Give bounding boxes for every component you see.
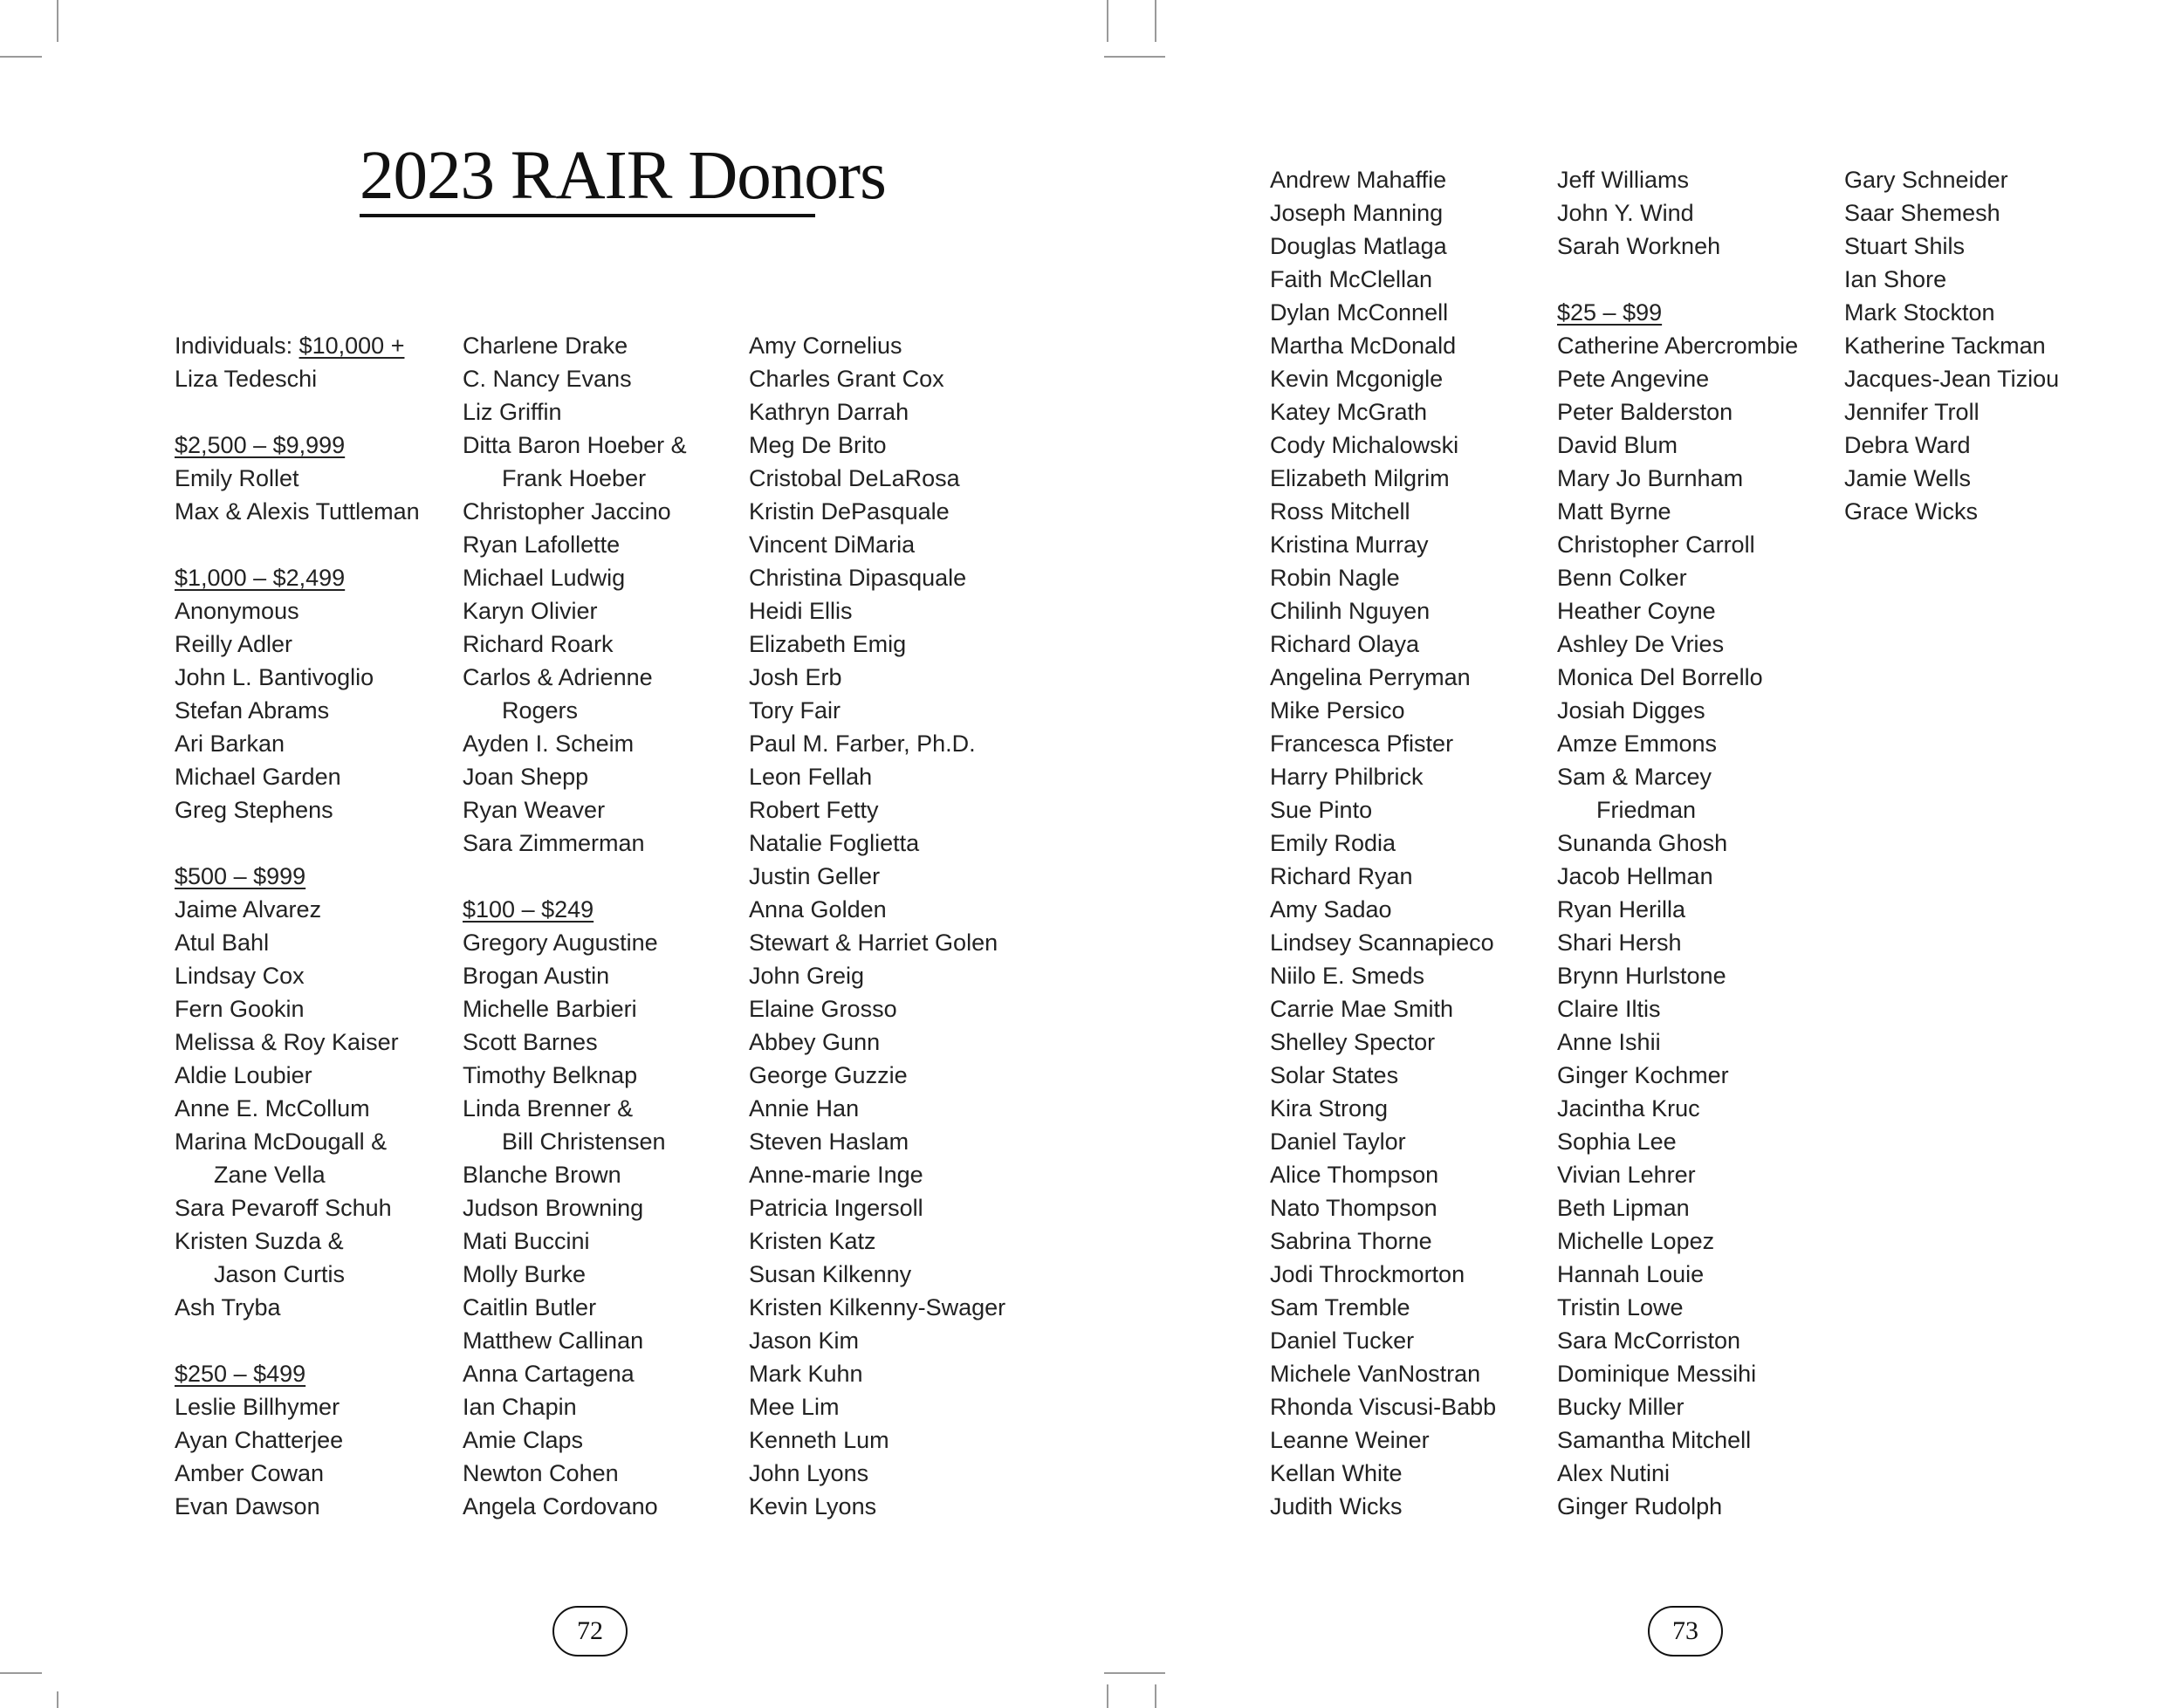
donor-name: Cody Michalowski <box>1270 432 1459 458</box>
crop-mark <box>57 1691 58 1708</box>
donor-name: Joseph Manning <box>1270 200 1444 226</box>
donor-name: Charlene Drake <box>463 333 628 359</box>
donor-name: Newton Cohen <box>463 1460 619 1486</box>
section-spacer <box>175 1324 463 1357</box>
donor-name: Andrew Mahaffie <box>1270 167 1447 193</box>
donor-name: Mary Jo Burnham <box>1557 465 1744 491</box>
donor-name: Justin Geller <box>749 863 881 889</box>
donor-name: Annie Han <box>749 1095 860 1122</box>
donor-column <box>1270 163 1558 1523</box>
donor-name: Jacintha Kruc <box>1557 1095 1700 1122</box>
donor-name: Jodi Throckmorton <box>1270 1261 1465 1287</box>
donor-name: Nato Thompson <box>1270 1195 1438 1221</box>
donor-name: Evan Dawson <box>175 1493 320 1519</box>
donor-name: Lindsey Scannapieco <box>1270 929 1494 956</box>
donor-column <box>749 329 1037 1523</box>
donor-name: Dylan McConnell <box>1270 299 1449 326</box>
donor-name: Sarah Workneh <box>1557 233 1721 259</box>
donor-name: Cristobal DeLaRosa <box>749 465 960 491</box>
donor-name: Francesca Pfister <box>1270 731 1454 757</box>
donor-name: Ash Tryba <box>175 1294 281 1320</box>
donor-name: Ryan Herilla <box>1557 896 1686 923</box>
donor-name: Judson Browning <box>463 1195 644 1221</box>
donor-name: Ditta Baron Hoeber & <box>463 432 687 458</box>
donor-name: Patricia Ingersoll <box>749 1195 923 1221</box>
donor-name: Lindsay Cox <box>175 963 305 989</box>
crop-mark <box>1155 0 1156 42</box>
donor-name: Ginger Rudolph <box>1557 1493 1723 1519</box>
donor-name: David Blum <box>1557 432 1678 458</box>
donation-tier-heading: $250 – $499 <box>175 1361 306 1387</box>
donor-name: Kira Strong <box>1270 1095 1389 1122</box>
donor-name: Rogers <box>502 697 579 724</box>
donor-name: Kristin DePasquale <box>749 498 950 525</box>
donor-name: Mark Stockton <box>1844 299 1995 326</box>
donor-name: Bill Christensen <box>502 1128 666 1155</box>
section-spacer <box>175 395 463 429</box>
section-spacer <box>175 827 463 860</box>
donor-name: Molly Burke <box>463 1261 587 1287</box>
donor-name: Amy Sadao <box>1270 896 1392 923</box>
donor-name: Brogan Austin <box>463 963 610 989</box>
donor-name: Josh Erb <box>749 664 842 690</box>
donor-name: Bucky Miller <box>1557 1394 1685 1420</box>
donor-name: Katey McGrath <box>1270 399 1428 425</box>
section-spacer <box>463 860 751 893</box>
donor-name: Kristen Kilkenny-Swager <box>749 1294 1006 1320</box>
donor-column <box>463 329 751 1523</box>
title-underline <box>360 214 815 217</box>
donor-name: Christina Dipasquale <box>749 565 967 591</box>
section-spacer <box>1557 263 1845 296</box>
donor-name: John Greig <box>749 963 865 989</box>
donor-name: Angelina Perryman <box>1270 664 1471 690</box>
crop-mark <box>57 0 58 42</box>
donor-name: Joan Shepp <box>463 764 589 790</box>
donor-name: Stuart Shils <box>1844 233 1966 259</box>
donor-name: Ian Shore <box>1844 266 1947 292</box>
donor-name: Sara Zimmerman <box>463 830 645 856</box>
donor-name: Timothy Belknap <box>463 1062 638 1088</box>
donor-name: Dominique Messihi <box>1557 1361 1757 1387</box>
donor-name: Heather Coyne <box>1557 598 1716 624</box>
donor-name: Marina McDougall & <box>175 1128 388 1155</box>
donor-name: Kenneth Lum <box>749 1427 889 1453</box>
donor-name: Shelley Spector <box>1270 1029 1436 1055</box>
donor-name: Frank Hoeber <box>502 465 647 491</box>
page-number: 73 <box>1648 1606 1723 1657</box>
donor-name: Emily Rollet <box>175 465 299 491</box>
donor-name: Amber Cowan <box>175 1460 325 1486</box>
donor-name: Emily Rodia <box>1270 830 1396 856</box>
donor-name: Charles Grant Cox <box>749 366 944 392</box>
donor-name: Mike Persico <box>1270 697 1405 724</box>
donor-name: Kristina Murray <box>1270 532 1429 558</box>
tier-label: Individuals: <box>175 333 299 359</box>
donor-name: Paul M. Farber, Ph.D. <box>749 731 976 757</box>
donor-name: Atul Bahl <box>175 929 270 956</box>
donor-name: Benn Colker <box>1557 565 1687 591</box>
donor-name: Sue Pinto <box>1270 797 1373 823</box>
donor-name: Leslie Billhymer <box>175 1394 340 1420</box>
donor-name: Anna Cartagena <box>463 1361 635 1387</box>
donor-name: Carrie Mae Smith <box>1270 996 1454 1022</box>
donor-name: Sara McCorriston <box>1557 1327 1741 1354</box>
donor-name: Shari Hersh <box>1557 929 1682 956</box>
donor-name: George Guzzie <box>749 1062 908 1088</box>
donor-name: Gregory Augustine <box>463 929 658 956</box>
donor-name: Reilly Adler <box>175 631 293 657</box>
donor-name: Rhonda Viscusi-Babb <box>1270 1394 1497 1420</box>
donor-name: Jennifer Troll <box>1844 399 1980 425</box>
donor-name: Jaime Alvarez <box>175 896 322 923</box>
donor-name: Scott Barnes <box>463 1029 598 1055</box>
donation-tier-heading: $1,000 – $2,499 <box>175 565 346 591</box>
donation-tier-heading: $2,500 – $9,999 <box>175 432 346 458</box>
donor-name: John Lyons <box>749 1460 869 1486</box>
donor-name: Daniel Taylor <box>1270 1128 1406 1155</box>
donor-name: Josiah Digges <box>1557 697 1705 724</box>
donor-name: Blanche Brown <box>463 1162 621 1188</box>
donor-name: Solar States <box>1270 1062 1399 1088</box>
donor-name: Anne-marie Inge <box>749 1162 923 1188</box>
donor-name: Hannah Louie <box>1557 1261 1705 1287</box>
donor-name: Ginger Kochmer <box>1557 1062 1729 1088</box>
donor-name: Stefan Abrams <box>175 697 330 724</box>
donor-name: Tory Fair <box>749 697 841 724</box>
donor-name: Abbey Gunn <box>749 1029 881 1055</box>
donor-name: Ryan Weaver <box>463 797 606 823</box>
donation-tier-heading: $25 – $99 <box>1557 299 1663 326</box>
donor-name: Anonymous <box>175 598 299 624</box>
crop-mark <box>1155 1684 1156 1708</box>
donor-name: Ayden I. Scheim <box>463 731 635 757</box>
donor-column <box>1844 163 2132 528</box>
donor-name: Elizabeth Emig <box>749 631 907 657</box>
donor-name: Sam & Marcey <box>1557 764 1712 790</box>
donor-name: Anna Golden <box>749 896 887 923</box>
donor-name: Christopher Carroll <box>1557 532 1755 558</box>
donor-name: Robert Fetty <box>749 797 879 823</box>
section-spacer <box>175 528 463 561</box>
donor-name: Saar Shemesh <box>1844 200 2000 226</box>
donor-name: Elaine Grosso <box>749 996 897 1022</box>
donor-name: Stewart & Harriet Golen <box>749 929 998 956</box>
donor-name: Liza Tedeschi <box>175 366 318 392</box>
donor-name: Ryan Lafollette <box>463 532 621 558</box>
donor-name: Faith McClellan <box>1270 266 1433 292</box>
donor-name: Max & Alexis Tuttleman <box>175 498 420 525</box>
donor-name: Amie Claps <box>463 1427 584 1453</box>
donor-name: Mark Kuhn <box>749 1361 863 1387</box>
donor-name: Leon Fellah <box>749 764 873 790</box>
donor-name: Ari Barkan <box>175 731 285 757</box>
donor-name: Jamie Wells <box>1844 465 1972 491</box>
donor-name: Matt Byrne <box>1557 498 1671 525</box>
donor-name: Catherine Abercrombie <box>1557 333 1799 359</box>
donor-name: Claire Iltis <box>1557 996 1661 1022</box>
donor-name: Jason Curtis <box>214 1261 346 1287</box>
donor-name: Alice Thompson <box>1270 1162 1439 1188</box>
donor-name: Michelle Lopez <box>1557 1228 1715 1254</box>
donor-name: Christopher Jaccino <box>463 498 671 525</box>
donor-name: Pete Angevine <box>1557 366 1710 392</box>
donor-name: Kevin Mcgonigle <box>1270 366 1444 392</box>
donor-name: Brynn Hurlstone <box>1557 963 1726 989</box>
donor-name: Carlos & Adrienne <box>463 664 653 690</box>
donor-name: Fern Gookin <box>175 996 305 1022</box>
donor-name: Elizabeth Milgrim <box>1270 465 1450 491</box>
tier-amount: $10,000 + <box>298 333 405 359</box>
crop-mark <box>1107 1684 1108 1708</box>
donor-name: Daniel Tucker <box>1270 1327 1415 1354</box>
donor-name: Zane Vella <box>214 1162 326 1188</box>
donor-name: Greg Stephens <box>175 797 333 823</box>
donor-name: Anne E. McCollum <box>175 1095 370 1122</box>
donor-name: Liz Griffin <box>463 399 562 425</box>
donor-name: Michael Ludwig <box>463 565 626 591</box>
donor-name: Ashley De Vries <box>1557 631 1725 657</box>
donor-name: Richard Roark <box>463 631 614 657</box>
page-number: 72 <box>552 1606 628 1657</box>
donor-name: Jacob Hellman <box>1557 863 1713 889</box>
donor-name: Kellan White <box>1270 1460 1403 1486</box>
donor-name: Meg De Brito <box>749 432 887 458</box>
donor-name: Beth Lipman <box>1557 1195 1690 1221</box>
donor-name: Grace Wicks <box>1844 498 1979 525</box>
donor-name: Aldie Loubier <box>175 1062 312 1088</box>
donor-name: Matthew Callinan <box>463 1327 644 1354</box>
donor-name: John L. Bantivoglio <box>175 664 374 690</box>
crop-mark <box>0 56 42 58</box>
donor-name: Martha McDonald <box>1270 333 1457 359</box>
donor-name: Sara Pevaroff Schuh <box>175 1195 392 1221</box>
donor-name: Anne Ishii <box>1557 1029 1661 1055</box>
donor-name: Steven Haslam <box>749 1128 909 1155</box>
donor-name: Tristin Lowe <box>1557 1294 1684 1320</box>
donor-name: Monica Del Borrello <box>1557 664 1763 690</box>
donor-name: Sunanda Ghosh <box>1557 830 1728 856</box>
donor-name: Kristen Suzda & <box>175 1228 344 1254</box>
donor-name: Jeff Williams <box>1557 167 1690 193</box>
crop-mark <box>1104 56 1165 58</box>
donor-name: Richard Ryan <box>1270 863 1413 889</box>
donation-tier-heading <box>175 329 463 362</box>
donor-name: Mee Lim <box>749 1394 840 1420</box>
donor-name: Jason Kim <box>749 1327 860 1354</box>
donor-name: Mati Buccini <box>463 1228 590 1254</box>
donor-name: Sam Tremble <box>1270 1294 1410 1320</box>
donor-name: Niilo E. Smeds <box>1270 963 1425 989</box>
donation-tier-heading: $500 – $999 <box>175 863 306 889</box>
donor-name: C. Nancy Evans <box>463 366 632 392</box>
donor-name: Jacques-Jean Tiziou <box>1844 366 2060 392</box>
donor-name: Chilinh Nguyen <box>1270 598 1431 624</box>
donor-name: Amze Emmons <box>1557 731 1718 757</box>
donor-name: Heidi Ellis <box>749 598 853 624</box>
donor-name: Ayan Chatterjee <box>175 1427 344 1453</box>
donor-name: Michele VanNostran <box>1270 1361 1481 1387</box>
donor-name: Kathryn Darrah <box>749 399 909 425</box>
donor-name: Susan Kilkenny <box>749 1261 912 1287</box>
crop-mark <box>1107 0 1108 42</box>
donor-name: Robin Nagle <box>1270 565 1400 591</box>
donor-name: Richard Olaya <box>1270 631 1420 657</box>
donor-name: Douglas Matlaga <box>1270 233 1447 259</box>
donor-name: Ian Chapin <box>463 1394 577 1420</box>
donor-name: Vincent DiMaria <box>749 532 916 558</box>
crop-mark <box>0 1672 42 1674</box>
donation-tier-heading: $100 – $249 <box>463 896 594 923</box>
donor-name: Friedman <box>1596 797 1697 823</box>
donor-name: Linda Brenner & <box>463 1095 634 1122</box>
donor-name: Judith Wicks <box>1270 1493 1403 1519</box>
donor-column <box>1557 163 1845 1523</box>
page-title: 2023 RAIR Donors <box>360 138 886 214</box>
donor-name: Harry Philbrick <box>1270 764 1424 790</box>
donor-name: Ross Mitchell <box>1270 498 1410 525</box>
donor-name: Kevin Lyons <box>749 1493 877 1519</box>
donor-name: Angela Cordovano <box>463 1493 658 1519</box>
donor-name: Samantha Mitchell <box>1557 1427 1752 1453</box>
donor-name: Kristen Katz <box>749 1228 876 1254</box>
donor-name: Caitlin Butler <box>463 1294 597 1320</box>
donor-name: Sabrina Thorne <box>1270 1228 1432 1254</box>
donor-name: Karyn Olivier <box>463 598 598 624</box>
donor-name: Debra Ward <box>1844 432 1971 458</box>
crop-mark <box>1104 1672 1165 1674</box>
donor-name: Amy Cornelius <box>749 333 902 359</box>
donor-name: Leanne Weiner <box>1270 1427 1430 1453</box>
donor-name: Michael Garden <box>175 764 341 790</box>
donor-name: John Y. Wind <box>1557 200 1694 226</box>
donor-name: Katherine Tackman <box>1844 333 2046 359</box>
donor-column <box>175 329 463 1523</box>
donor-name: Sophia Lee <box>1557 1128 1677 1155</box>
donor-name: Natalie Foglietta <box>749 830 920 856</box>
donor-name: Michelle Barbieri <box>463 996 637 1022</box>
donor-name: Peter Balderston <box>1557 399 1733 425</box>
donor-name: Alex Nutini <box>1557 1460 1671 1486</box>
donor-name: Gary Schneider <box>1844 167 2008 193</box>
donor-name: Melissa & Roy Kaiser <box>175 1029 399 1055</box>
donor-name: Vivian Lehrer <box>1557 1162 1696 1188</box>
